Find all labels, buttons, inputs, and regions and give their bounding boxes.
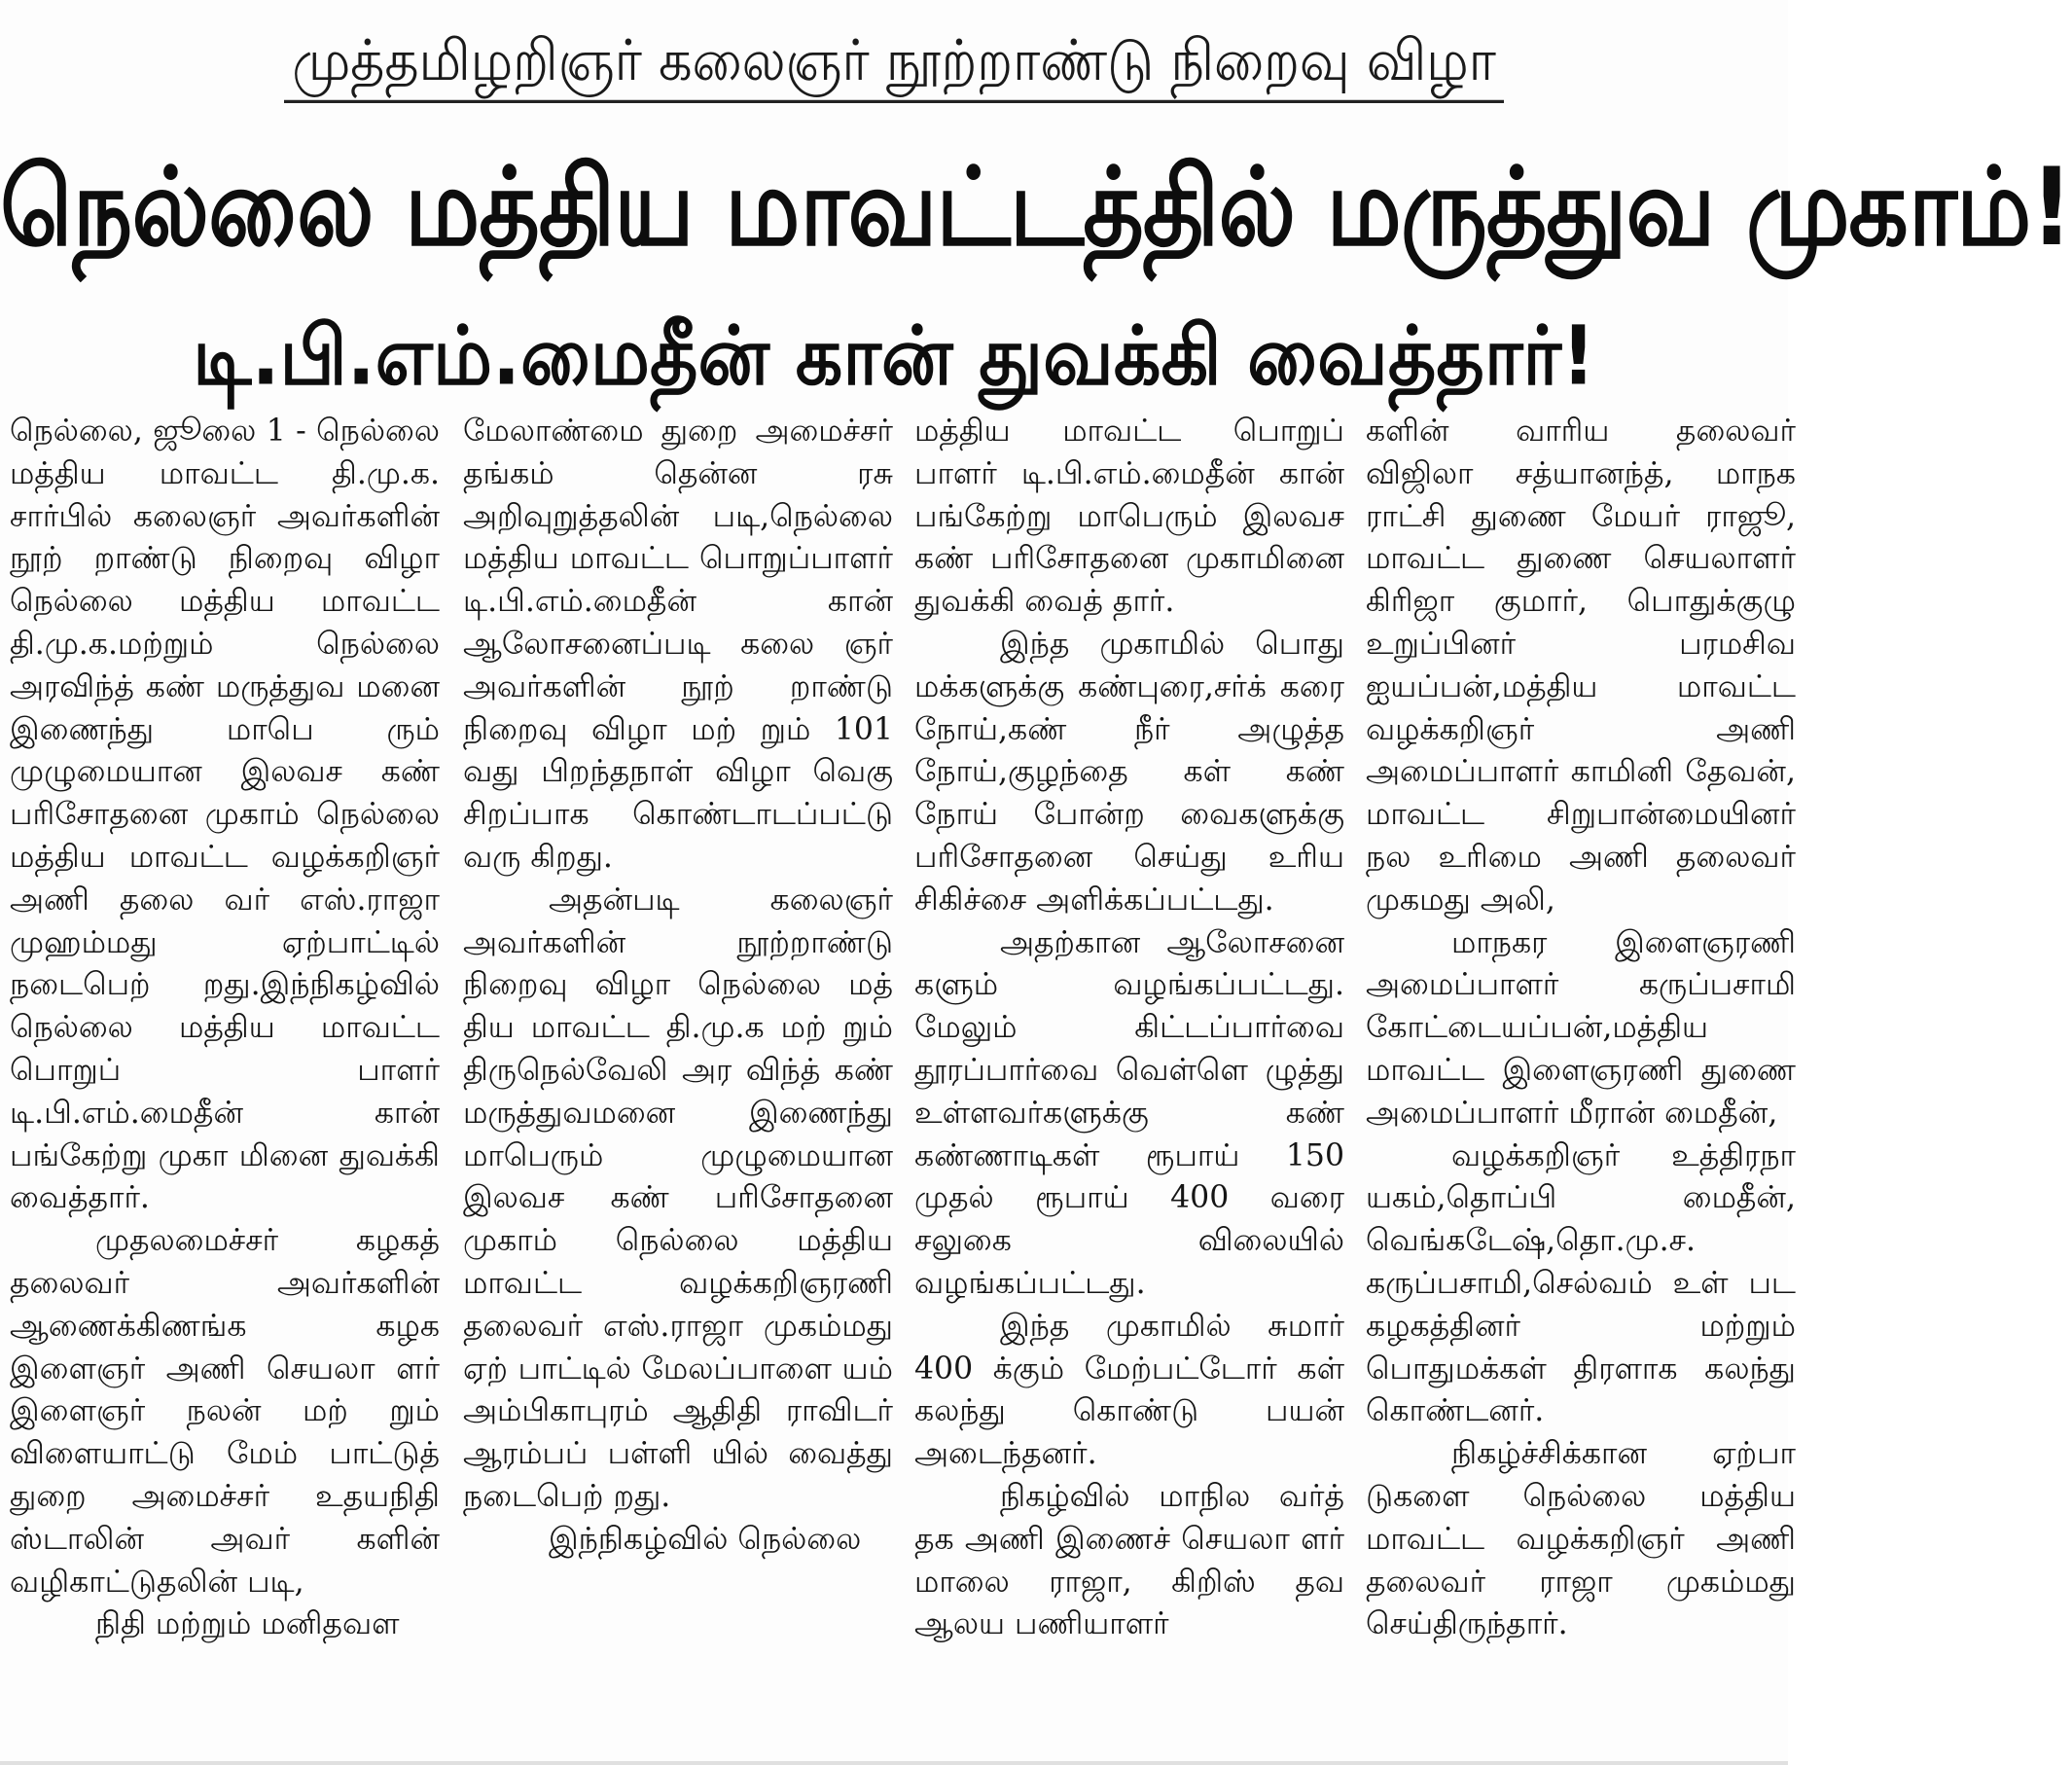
kicker-text: முத்தமிழறிஞர் கலைஞர் நூற்றாண்டு நிறைவு விழா xyxy=(284,24,1504,103)
paragraph: நிகழ்வில் மாநில வர்த் தக அணி இணைச் செயலா ளர் மாலை ராஜா, கிறிஸ் தவ ஆலய பணியாளர் xyxy=(914,1478,1344,1642)
subheadline: டி.பி.எம்.மைதீன் கான் துவக்கி வைத்தார்! xyxy=(193,307,1595,404)
paragraph: களின் வாரிய தலைவர் விஜிலா சத்யானந்த், மாநக ராட்சி துணை மேயர் ராஜூ, மாவட்ட துணை செயலாளர் கிரிஜா குமார், பொதுக்குழு உறுப்பினர் பரமசிவ ஐயப்பன்,மத்திய மாவட்ட வழக்கறிஞர் அணி அமைப்பாளர் காமினி தேவன், மாவட்ட சிறுபான்மையினர் நல உரிமை அணி தலைவர் முகமது அலி, xyxy=(1366,414,1796,918)
bottom-divider xyxy=(0,1761,1788,1765)
paragraph: மத்திய மாவட்ட பொறுப் பாளர் டி.பி.எம்.மைதீன் கான் பங்கேற்று மாபெரும் இலவச கண் பரிசோதனை முகாமினை துவக்கி வைத் தார். xyxy=(914,414,1344,620)
paragraph: நிகழ்ச்சிக்கான ஏற்பா டுகளை நெல்லை மத்திய மாவட்ட வழக்கறிஞர் அணி தலைவர் ராஜா முகம்மது செய்திருந்தார். xyxy=(1366,1436,1796,1642)
paragraph: இந்த முகாமில் சுமார் 400 க்கும் மேற்பட்டோர் கள் கலந்து கொண்டு பயன் அடைந்தனர். xyxy=(914,1308,1344,1472)
paragraph: நெல்லை, ஜூலை 1 - நெல்லை மத்திய மாவட்ட தி.மு.க. சார்பில் கலைஞர் அவர்களின் நூற் றாண்டு நிறைவு விழா நெல்லை மத்திய மாவட்ட தி.மு.க.மற்றும் நெல்லை அரவிந்த் கண் மருத்துவ மனை இணைந்து மாபெ ரும் முழுமையான இலவச கண் பரிசோதனை முகாம் நெல்லை மத்திய மாவட்ட வழக்கறிஞர் அணி தலை வர் எஸ்.ராஜா முஹம்மது ஏற்பாட்டில் நடைபெற் றது.இந்நிகழ்வில் நெல்லை மத்திய மாவட்ட பொறுப் பாளர் டி.பி.எம்.மைதீன் கான் பங்கேற்று முகா மினை துவக்கி வைத்தார். xyxy=(10,414,440,1216)
paragraph: இந்நிகழ்வில் நெல்லை xyxy=(549,1521,862,1557)
article-column-1 xyxy=(10,411,440,1753)
paragraph: முதலமைச்சர் கழகத் தலைவர் அவர்களின் ஆணைக்கிணங்க கழக இளைஞர் அணி செயலா ளர் இளைஞர் நலன் மற் றும் விளையாட்டு மேம் பாட்டுத் துறை அமைச்சர் உதயநிதி ஸ்டாலின் அவர் களின் வழிகாட்டுதலின் படி, xyxy=(10,1223,440,1600)
paragraph: மாநகர இளைஞரணி அமைப்பாளர் கருப்பசாமி கோட்டையப்பன்,மத்திய மாவட்ட இளைஞரணி துணை அமைப்பாளர் மீரான் மைதீன், xyxy=(1366,924,1796,1131)
paragraph: இந்த முகாமில் பொது மக்களுக்கு கண்புரை,சர்க் கரை நோய்,கண் நீர் அழுத்த நோய்,குழந்தை கள் கண் நோய் போன்ற வைகளுக்கு பரிசோதனை செய்து உரிய சிகிச்சை அளிக்கப்பட்டது. xyxy=(914,626,1344,918)
paragraph: அதன்படி கலைஞர் அவர்களின் நூற்றாண்டு நிறைவு விழா நெல்லை மத் திய மாவட்ட தி.மு.க மற் றும் திருநெல்வேலி அர விந்த் கண் மருத்துவமனை இணைந்து மாபெரும் முழுமையான இலவச கண் பரிசோதனை முகாம் நெல்லை மத்திய மாவட்ட வழக்கறிஞரணி தலைவர் எஸ்.ராஜா முகம்மது ஏற் பாட்டில் மேலப்பாளை யம் அம்பிகாபுரம் ஆதிதி ராவிடர் ஆரம்பப் பள்ளி யில் வைத்து நடைபெற் றது. xyxy=(463,882,893,1514)
article-column-2 xyxy=(463,411,893,1753)
paragraph: நிதி மற்றும் மனிதவள xyxy=(95,1606,400,1642)
article-column-4 xyxy=(1366,411,1796,1753)
headline: நெல்லை மத்திய மாவட்டத்தில் மருத்துவ முகாம்! xyxy=(0,144,2072,270)
paragraph: வழக்கறிஞர் உத்திரநா யகம்,தொப்பி மைதீன், வெங்கடேஷ்,தொ.மு.ச. கருப்பசாமி,செல்வம் உள் பட கழகத்தினர் மற்றும் பொதுமக்கள் திரளாக கலந்து கொண்டனர். xyxy=(1366,1137,1796,1429)
paragraph: அதற்கான ஆலோசனை களும் வழங்கப்பட்டது. மேலும் கிட்டப்பார்வை தூரப்பார்வை வெள்ளெ ழுத்து உள்ளவர்களுக்கு கண் கண்ணாடிகள் ரூபாய் 150 முதல் ரூபாய் 400 வரை சலுகை விலையில் வழங்கப்பட்டது. xyxy=(914,924,1344,1301)
article-column-3 xyxy=(914,411,1344,1753)
kicker-bar xyxy=(0,27,1788,100)
paragraph: மேலாண்மை துறை அமைச்சர் தங்கம் தென்ன ரசு அறிவுறுத்தலின் படி,நெல்லை மத்திய மாவட்ட பொறுப்பாளர் டி.பி.எம்.மைதீன் கான் ஆலோசனைப்படி கலை ஞர் அவர்களின் நூற் றாண்டு நிறைவு விழா மற் றும் 101 வது பிறந்தநாள் விழா வெகு சிறப்பாக கொண்டாடப்பட்டு வரு கிறது. xyxy=(463,414,893,875)
article-body xyxy=(6,411,1796,1765)
